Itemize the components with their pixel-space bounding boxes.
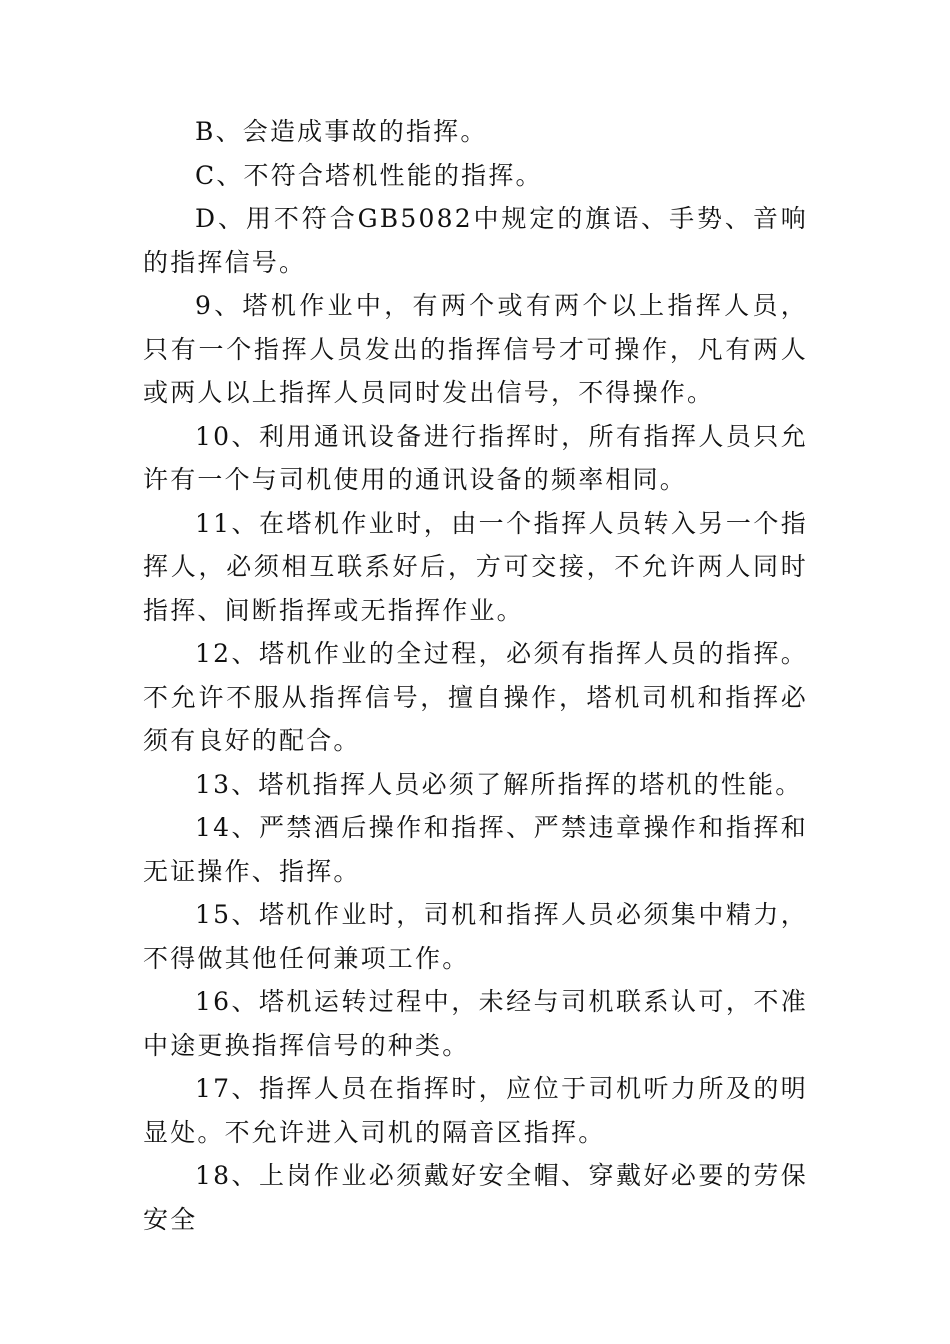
paragraph-12: 12、塔机作业的全过程，必须有指挥人员的指挥。不允许不服从指挥信号，擅自操作，塔机司机和指挥必须有良好的配合。 — [143, 639, 808, 755]
paragraph-13: 13、塔机指挥人员必须了解所指挥的塔机的性能。 — [195, 769, 803, 799]
paragraph-10: 10、利用通讯设备进行指挥时，所有指挥人员只允许有一个与司机使用的通讯设备的频率相同。 — [143, 421, 808, 494]
document-body — [143, 110, 808, 1241]
paragraph-18: 18、上岗作业必须戴好安全帽、穿戴好必要的劳保安全 — [143, 1161, 808, 1234]
paragraph-14: 14、严禁酒后操作和指挥、严禁违章操作和指挥和无证操作、指挥。 — [143, 813, 808, 886]
paragraph-b: B、会造成事故的指挥。 — [195, 117, 488, 146]
paragraph-17: 17、指挥人员在指挥时，应位于司机听力所及的明显处。不允许进入司机的隔音区指挥。 — [143, 1074, 808, 1147]
paragraph-9: 9、塔机作业中，有两个或有两个以上指挥人员，只有一个指挥人员发出的指挥信号才可操作，凡有两人或两人以上指挥人员同时发出信号，不得操作。 — [143, 291, 808, 407]
paragraph-11: 11、在塔机作业时，由一个指挥人员转入另一个指挥人，必须相互联系好后，方可交接，不允许两人同时指挥、间断指挥或无指挥作业。 — [143, 508, 808, 625]
paragraph-15: 15、塔机作业时，司机和指挥人员必须集中精力，不得做其他任何兼项工作。 — [143, 900, 808, 973]
paragraph-d: D、用不符合GB5082中规定的旗语、手势、音响的指挥信号。 — [143, 204, 808, 277]
paragraph-16: 16、塔机运转过程中，未经与司机联系认可，不准中途更换指挥信号的种类。 — [143, 987, 808, 1060]
paragraph-c: C、不符合塔机性能的指挥。 — [195, 160, 543, 190]
